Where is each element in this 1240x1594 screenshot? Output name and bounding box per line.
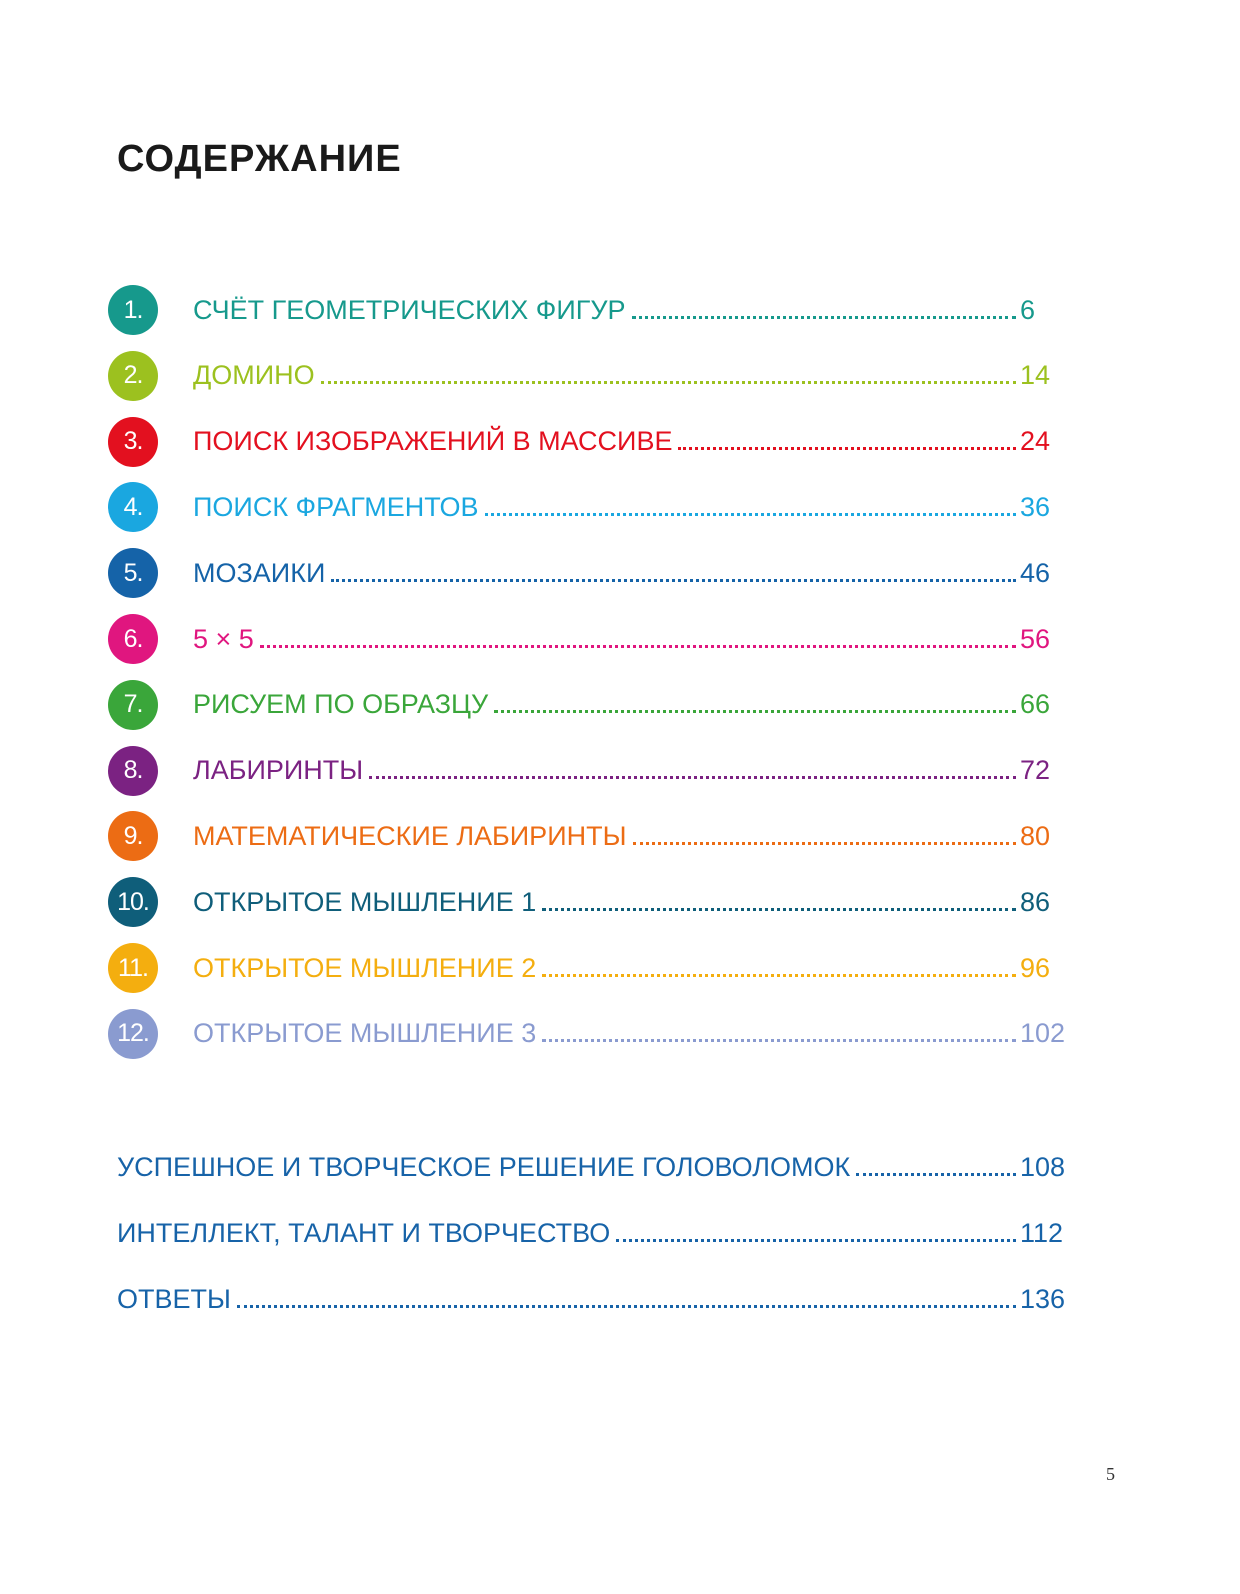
toc-entry[interactable] [108, 942, 1068, 994]
dot-leader [632, 316, 1016, 319]
chapter-title: ПОИСК ФРАГМЕНТОВ [193, 491, 479, 522]
toc-entry[interactable] [117, 1279, 1068, 1319]
chapter-page: 46 [1020, 557, 1051, 588]
chapter-number-badge: 6. [108, 614, 158, 664]
dot-leader [616, 1239, 1016, 1242]
chapter-number-badge: 5. [108, 548, 158, 598]
dot-leader [542, 908, 1016, 911]
section-page: 112 [1020, 1217, 1064, 1248]
chapter-number-badge: 1. [108, 285, 158, 335]
toc-entry[interactable] [108, 1008, 1068, 1060]
chapter-number-badge: 4. [108, 482, 158, 532]
chapter-title: ОТКРЫТОЕ МЫШЛЕНИЕ 1 [193, 886, 537, 917]
chapter-page: 86 [1020, 886, 1051, 917]
dot-leader [633, 842, 1017, 845]
toc-entry[interactable] [108, 745, 1068, 797]
chapter-number-badge: 9. [108, 811, 158, 861]
section-page: 108 [1020, 1151, 1066, 1182]
toc-entry[interactable] [108, 613, 1068, 665]
chapter-page: 66 [1020, 689, 1051, 720]
chapter-title: МОЗАИКИ [193, 557, 326, 588]
chapter-page: 102 [1020, 1018, 1066, 1049]
chapter-page: 80 [1020, 820, 1051, 851]
chapter-title: ЛАБИРИНТЫ [193, 755, 364, 786]
chapter-number-badge: 8. [108, 746, 158, 796]
chapter-number-badge: 11. [108, 943, 158, 993]
chapter-page: 96 [1020, 952, 1051, 983]
chapter-title: МАТЕМАТИЧЕСКИЕ ЛАБИРИНТЫ [193, 820, 627, 851]
section-page: 136 [1020, 1283, 1066, 1314]
toc-entry[interactable] [108, 350, 1068, 402]
chapter-title: 5 × 5 [193, 623, 254, 654]
chapter-number-badge: 12. [108, 1009, 158, 1059]
chapter-title: ДОМИНО [193, 360, 315, 391]
section-title: ИНТЕЛЛЕКТ, ТАЛАНТ И ТВОРЧЕСТВО [117, 1217, 611, 1248]
chapter-number-badge: 2. [108, 351, 158, 401]
toc-entry[interactable] [108, 679, 1068, 731]
chapter-title: СЧЁТ ГЕОМЕТРИЧЕСКИХ ФИГУР [193, 294, 626, 325]
dot-leader [321, 381, 1016, 384]
chapter-title: ПОИСК ИЗОБРАЖЕНИЙ В МАССИВЕ [193, 426, 673, 457]
toc-entry[interactable] [108, 810, 1068, 862]
toc-entry[interactable] [108, 876, 1068, 928]
chapter-page: 14 [1020, 360, 1051, 391]
page-number: 5 [1106, 1464, 1115, 1484]
section-title: ОТВЕТЫ [117, 1283, 231, 1314]
chapter-number-badge: 7. [108, 680, 158, 730]
chapter-page: 24 [1020, 426, 1051, 457]
dot-leader [678, 447, 1016, 450]
dot-leader [369, 776, 1016, 779]
toc-entry[interactable] [108, 284, 1068, 336]
chapter-title: ОТКРЫТОЕ МЫШЛЕНИЕ 2 [193, 952, 537, 983]
dot-leader [260, 645, 1016, 648]
section-title: УСПЕШНОЕ И ТВОРЧЕСКОЕ РЕШЕНИЕ ГОЛОВОЛОМОК [117, 1151, 851, 1182]
dot-leader [542, 974, 1016, 977]
dot-leader [856, 1173, 1016, 1176]
dot-leader [485, 513, 1016, 516]
dot-leader [237, 1305, 1016, 1308]
chapter-title: РИСУЕМ ПО ОБРАЗЦУ [193, 689, 489, 720]
dot-leader [542, 1039, 1016, 1042]
toc-entry[interactable] [108, 481, 1068, 533]
page-title: СОДЕРЖАНИЕ [117, 138, 402, 180]
chapter-page: 6 [1020, 294, 1036, 325]
chapter-number-badge: 3. [108, 417, 158, 467]
toc-entry[interactable] [108, 416, 1068, 468]
chapter-title: ОТКРЫТОЕ МЫШЛЕНИЕ 3 [193, 1018, 537, 1049]
toc-entry[interactable] [117, 1213, 1068, 1253]
chapter-number-badge: 10. [108, 877, 158, 927]
chapter-page: 72 [1020, 755, 1051, 786]
chapter-page: 36 [1020, 491, 1051, 522]
dot-leader [331, 579, 1016, 582]
chapter-page: 56 [1020, 623, 1051, 654]
dot-leader [494, 710, 1016, 713]
toc-entry[interactable] [117, 1147, 1068, 1187]
toc-entry[interactable] [108, 547, 1068, 599]
